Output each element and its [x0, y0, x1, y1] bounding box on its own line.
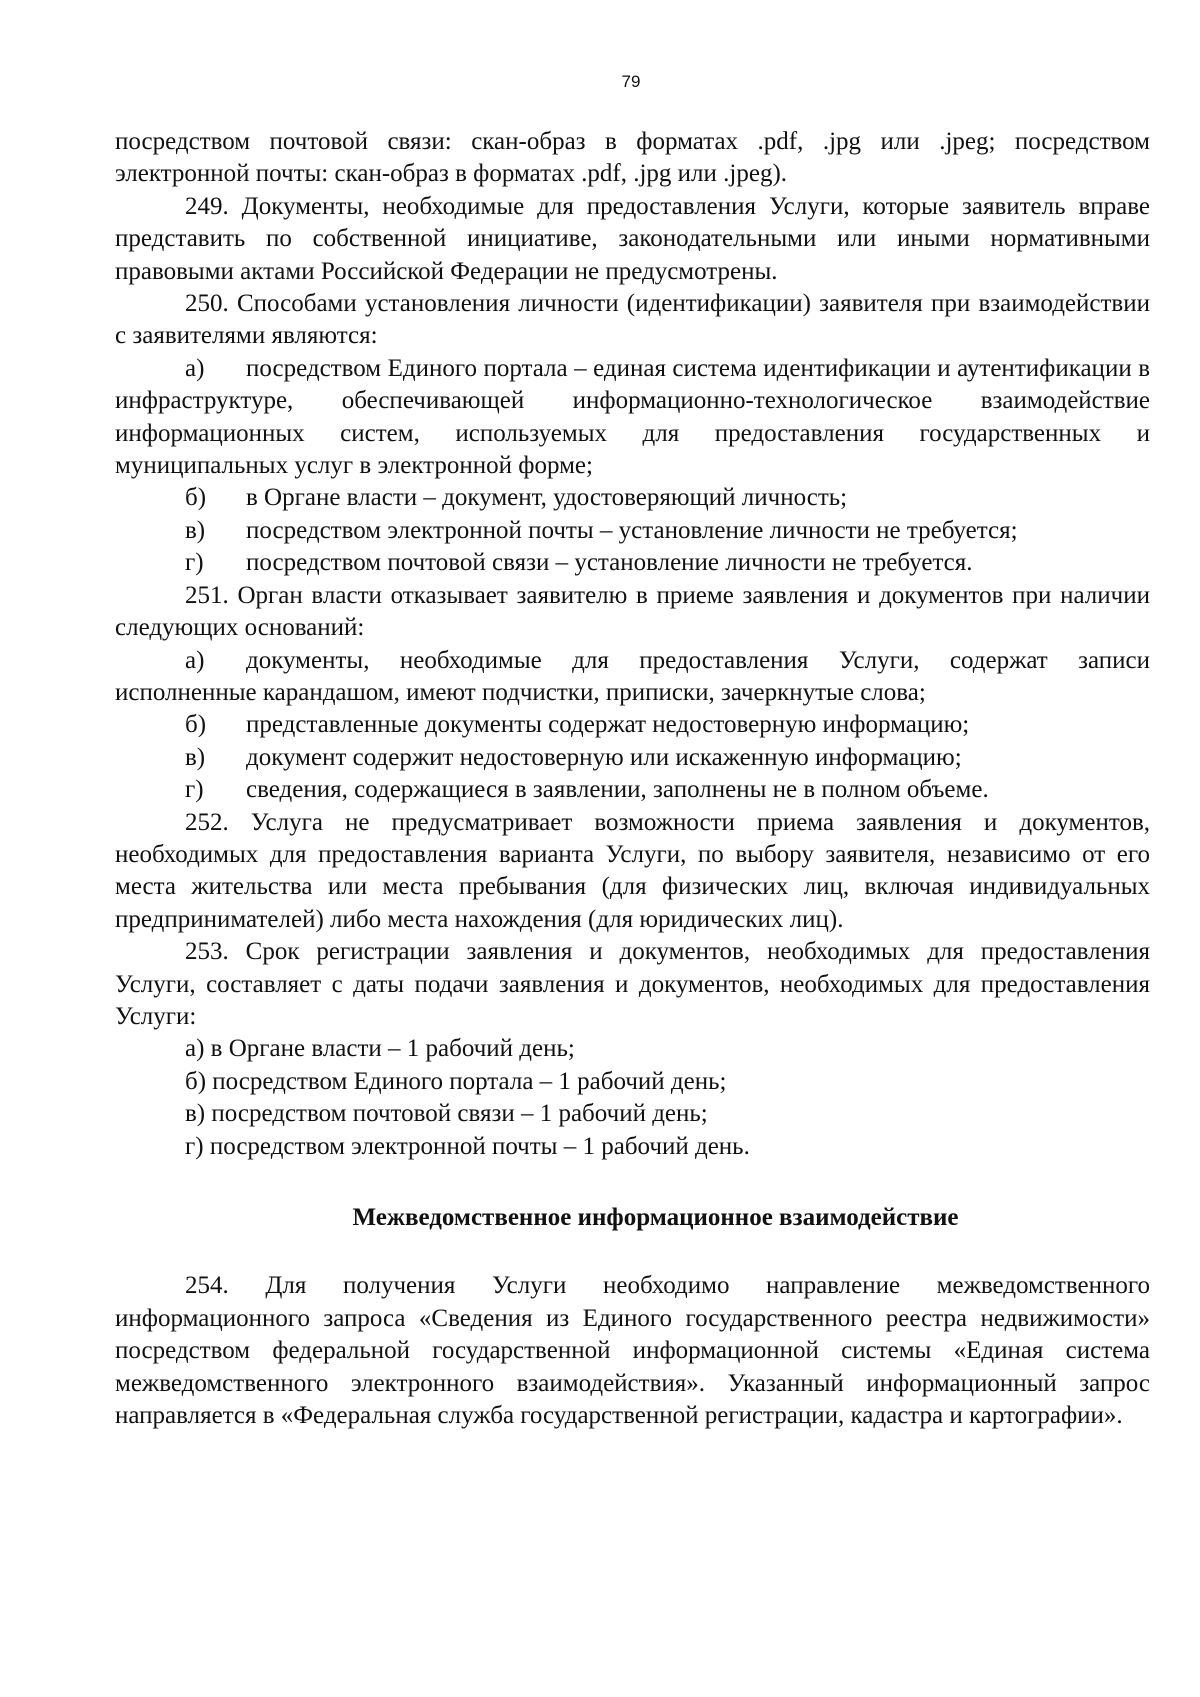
- paragraph-253-item-v: в) посредством почтовой связи – 1 рабочий день;: [185, 1100, 708, 1128]
- paragraph-253: 253. Срок регистрации заявления и документов, необходимых для предоставления Услуги, составляет с даты подачи заявления и документов, необходимых для предоставления Услуги:: [115, 938, 1150, 1030]
- paragraph-252: 252. Услуга не предусматривает возможности приема заявления и документов, необходимых для предоставления варианта Услуги, по выбору заявителя, независимо от его места жительства или места пребывания (для физических лиц, включая индивидуальных предпринимателей) либо места нахождения (для юридических лиц).: [115, 808, 1150, 933]
- page-number: 79: [621, 72, 641, 91]
- list-marker: в): [185, 743, 206, 771]
- paragraph-251-item-b: [115, 709, 1150, 741]
- paragraph-253-item-a: а) в Органе власти – 1 рабочий день;: [185, 1035, 575, 1063]
- paragraph-250-item-v: [115, 515, 1150, 547]
- list-marker: в): [185, 516, 206, 544]
- paragraph-250: 250. Способами установления личности (идентификации) заявителя при взаимодействии с заявителями являются:: [115, 290, 1150, 350]
- list-item-text: посредством почтовой связи – установление личности не требуется.: [246, 549, 973, 577]
- list-item-text: сведения, содержащиеся в заявлении, заполнены не в полном объеме.: [246, 776, 989, 804]
- paragraph-249: 249. Документы, необходимые для предоставления Услуги, которые заявитель вправе представить по собственной инициативе, законодательными или иными нормативными правовыми актами Российской Федерации не предусмотрены.: [115, 192, 1150, 285]
- paragraph-254: 254. Для получения Услуги необходимо направление межведомственного информационного запроса «Сведения из Единого государственного реестра недвижимости» посредством федеральной государственной информационной системы «Единая система межведомственного электронного взаимодействия». Указанный информационный запрос направляется в «Федеральная служба государственной регистрации, кадастра и картографии».: [115, 1272, 1150, 1430]
- paragraph-251: 251. Орган власти отказывает заявителю в приеме заявления и документов при наличии следующих оснований:: [115, 581, 1150, 642]
- list-marker: г): [185, 549, 204, 577]
- list-marker: а): [185, 646, 205, 674]
- list-item-text: посредством Единого портала – единая система идентификации и аутентификации в инфраструктуре, обеспечивающей информационно-технологическое взаимодействие информационных систем, используемых для предоставления государственных и муниципальных услуг в электронной форме;: [115, 354, 1150, 480]
- paragraph-251-item-v: [115, 742, 1150, 774]
- list-item-text: документы, необходимые для предоставления Услуги, содержат записи исполненные карандашом, имеют подчистки, приписки, зачеркнутые слова;: [115, 646, 1150, 706]
- list-item-text: документ содержит недостоверную или искаженную информацию;: [246, 743, 962, 771]
- paragraph-251-item-g: [115, 774, 1150, 806]
- list-marker: б): [185, 711, 207, 739]
- paragraph-251-item-a: [115, 645, 1150, 710]
- list-marker: г): [185, 776, 204, 804]
- paragraph-250-item-g: [115, 547, 1150, 579]
- list-item-text: в Органе власти – документ, удостоверяющий личность;: [246, 484, 848, 512]
- paragraph-250-item-a: [115, 353, 1150, 483]
- paragraph-continuation: посредством почтовой связи: скан-образ в форматах .pdf, .jpg или .jpeg; посредством электронной почты: скан-образ в форматах .pdf, .jpg или .jpeg).: [115, 128, 1150, 188]
- paragraph-253-item-b: б) посредством Единого портала – 1 рабочий день;: [185, 1067, 727, 1095]
- list-marker: а): [185, 354, 205, 382]
- paragraph-253-item-g: г) посредством электронной почты – 1 рабочий день.: [185, 1132, 750, 1160]
- list-marker: б): [185, 484, 207, 512]
- document-body: [115, 126, 1150, 1432]
- section-heading: Межведомственное информационное взаимодействие: [352, 1204, 959, 1231]
- list-item-text: посредством электронной почты – установление личности не требуется;: [246, 516, 1018, 544]
- list-item-text: представленные документы содержат недостоверную информацию;: [246, 711, 970, 739]
- paragraph-250-item-b: [115, 482, 1150, 514]
